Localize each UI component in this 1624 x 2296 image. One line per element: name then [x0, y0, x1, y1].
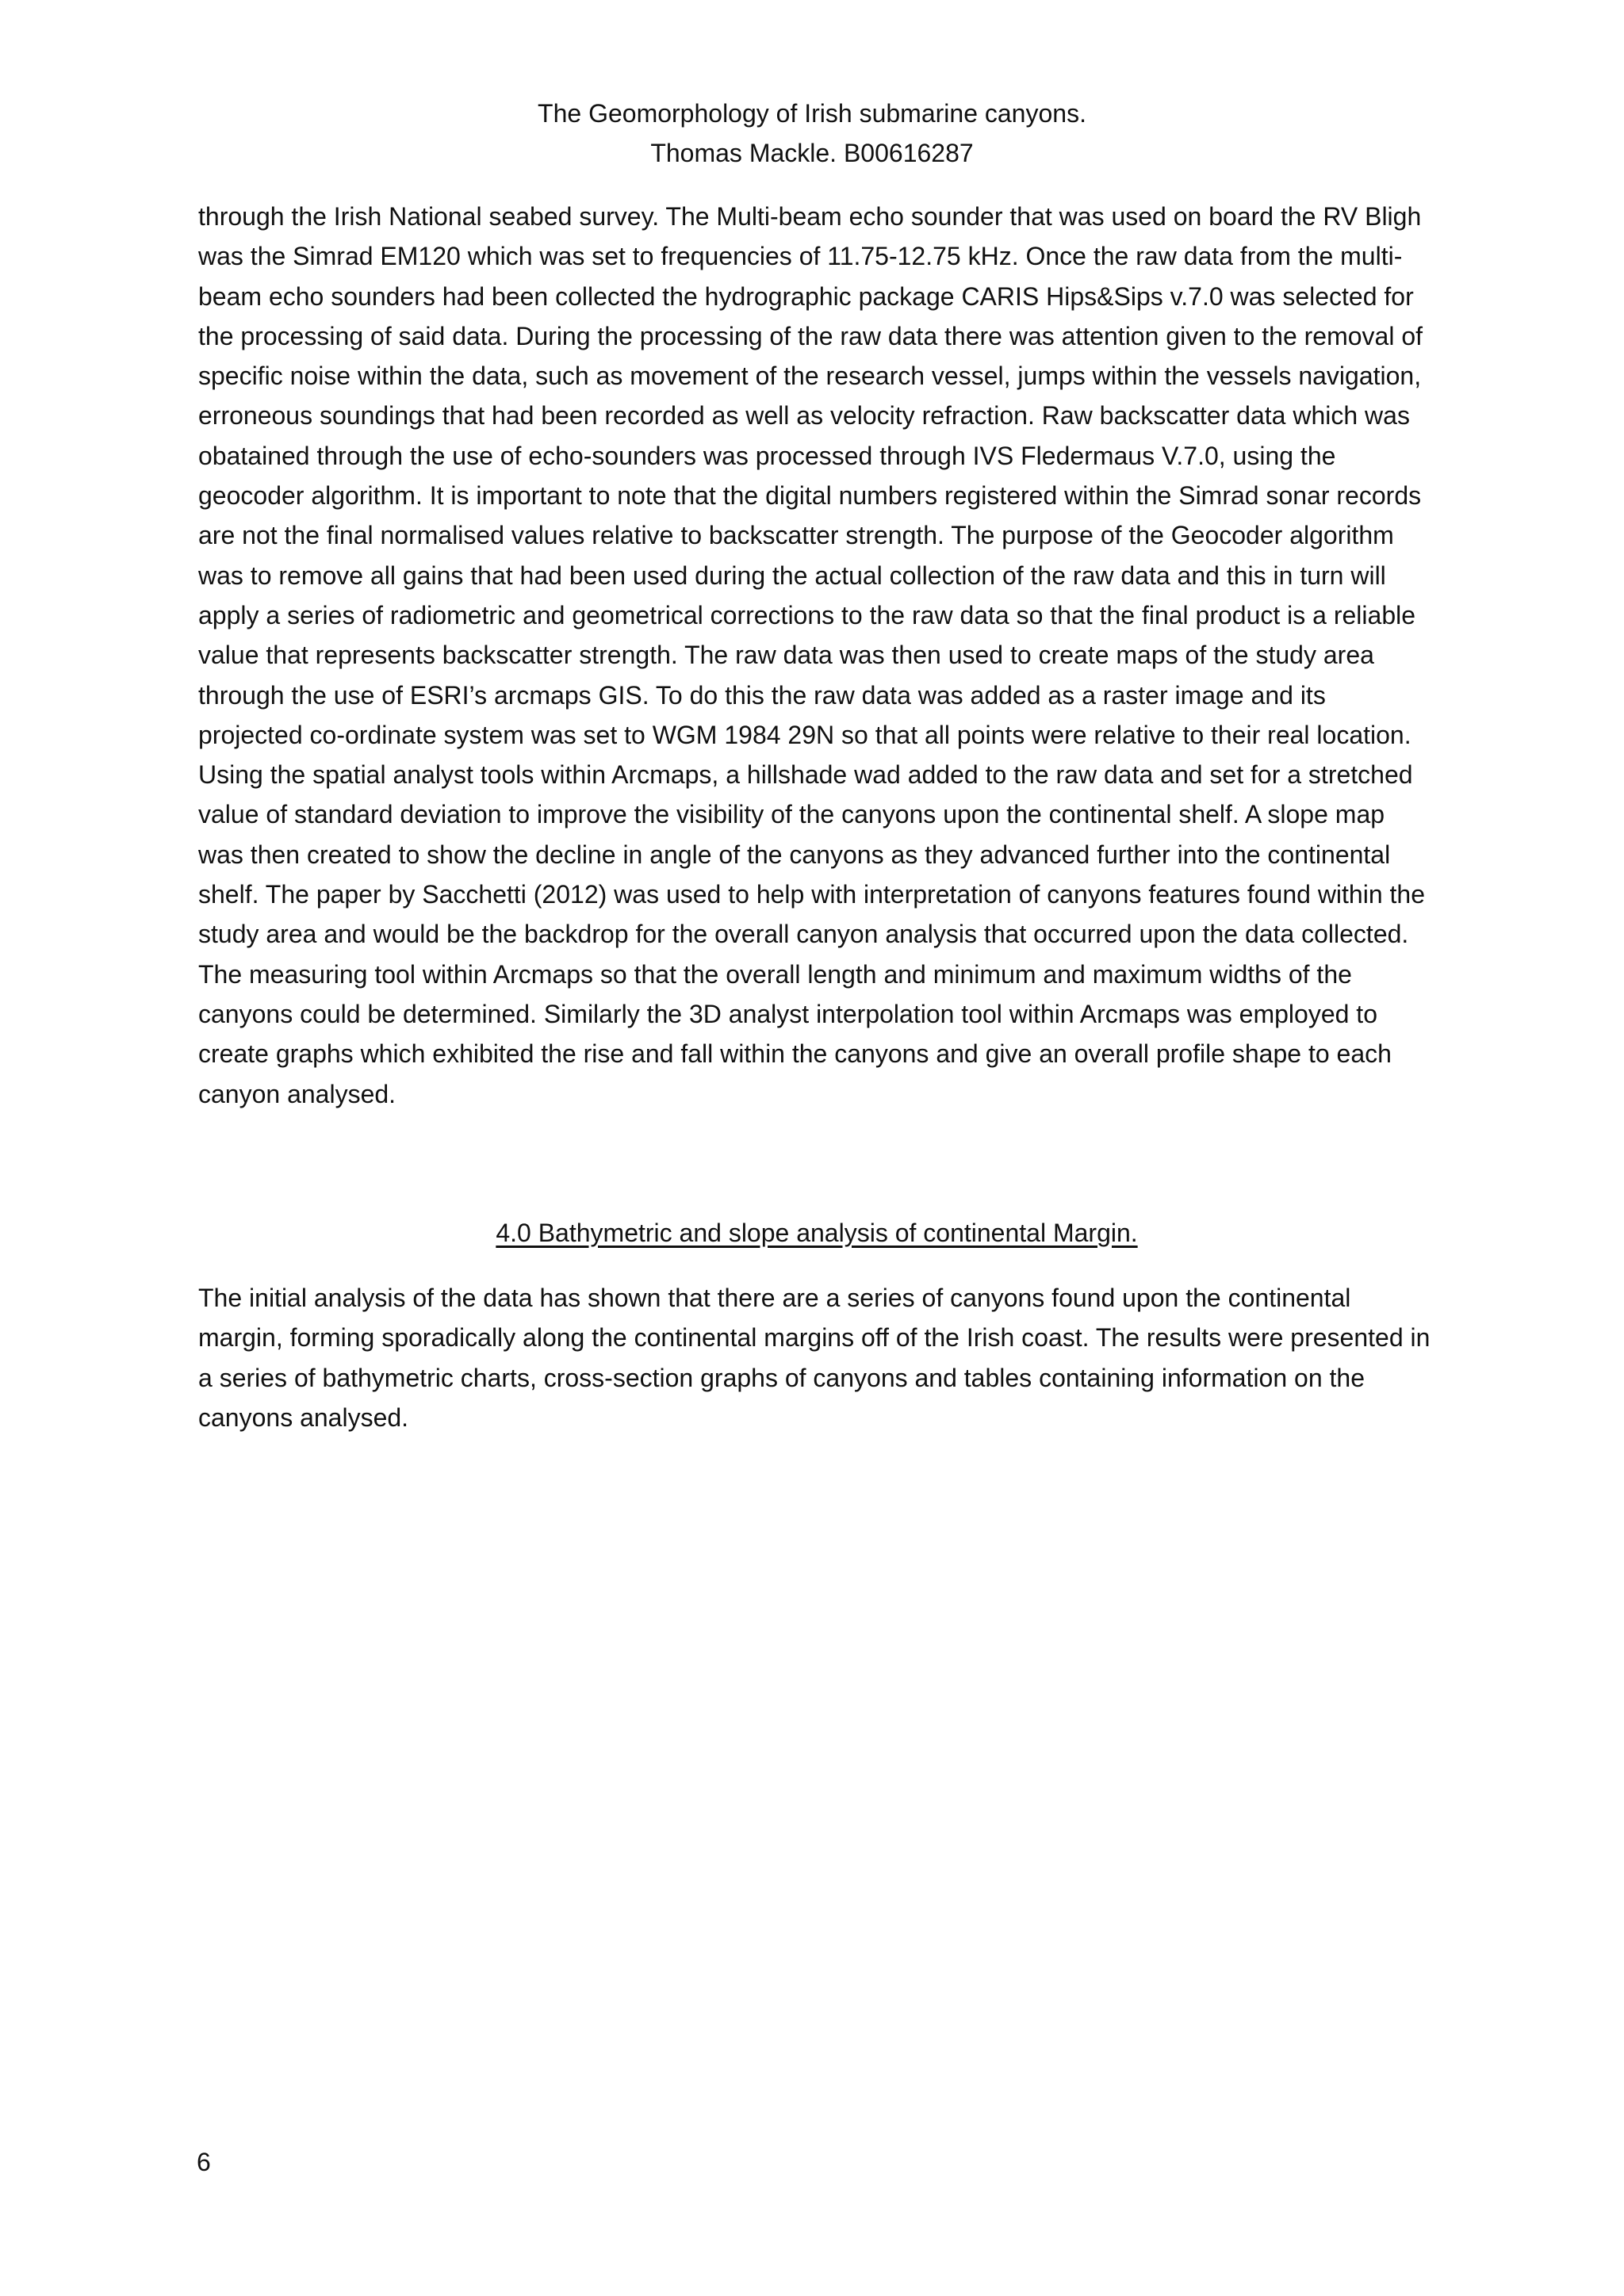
- header-title: The Geomorphology of Irish submarine canyons.: [538, 99, 1086, 128]
- section-heading-text: 4.0 Bathymetric and slope analysis of continental Margin.: [496, 1219, 1138, 1247]
- body-paragraph-methods: through the Irish National seabed survey. The Multi-beam echo sounder that was used on board the RV Bligh was the Simrad EM120 which was set to frequencies of 11.75-12.75 kHz. Once the raw data from the multi-beam echo sounders had been collected the hydrographic package CARIS Hips&Sips v.7.0 was selected for the processing of said data. During the processing of the raw data there was attention given to the removal of specific noise within the data, such as movement of the research vessel, jumps within the vessels navigation, erroneous soundings that had been recorded as well as velocity refraction. Raw backscatter data which was obatained through the use of echo-sounders was processed through IVS Fledermaus V.7.0, using the geocoder algorithm. It is important to note that the digital numbers registered within the Simrad sonar records are not the final normalised values relative to backscatter strength. The purpose of the Geocoder algorithm was to remove all gains that had been used during the actual collection of the raw data and this in turn will apply a series of radiometric and geometrical corrections to the raw data so that the final product is a reliable value that represents backscatter strength. The raw data was then used to create maps of the study area through the use of ESRI’s arcmaps GIS. To do this the raw data was added as a raster image and its projected co-ordinate system was set to WGM 1984 29N so that all points were relative to their real location. Using the spatial analyst tools within Arcmaps, a hillshade wad added to the raw data and set for a stretched value of standard deviation to improve the visibility of the canyons upon the continental shelf. A slope map was then created to show the decline in angle of the canyons as they advanced further into the continental shelf. The paper by Sacchetti (2012) was used to help with interpretation of canyons features found within the study area and would be the backdrop for the overall canyon analysis that occurred upon the data collected. The measuring tool within Arcmaps so that the overall length and minimum and maximum widths of the canyons could be determined. Similarly the 3D analyst interpolation tool within Arcmaps was employed to create graphs which exhibited the rise and fall within the canyons and give an overall profile shape to each canyon analysed.: [198, 202, 1425, 1108]
- page-number: 6: [197, 2148, 211, 2176]
- body-paragraph-analysis: The initial analysis of the data has shown that there are a series of canyons found upon the continental margin, forming sporadically along the continental margins off of the Irish coast. The results were presented in a series of bathymetric charts, cross-section graphs of canyons and tables containing information on the canyons analysed.: [198, 1284, 1431, 1432]
- section-heading: [198, 1213, 1435, 1253]
- header-author-line: Thomas Mackle. B00616287: [650, 139, 974, 167]
- page-header: [0, 94, 1624, 173]
